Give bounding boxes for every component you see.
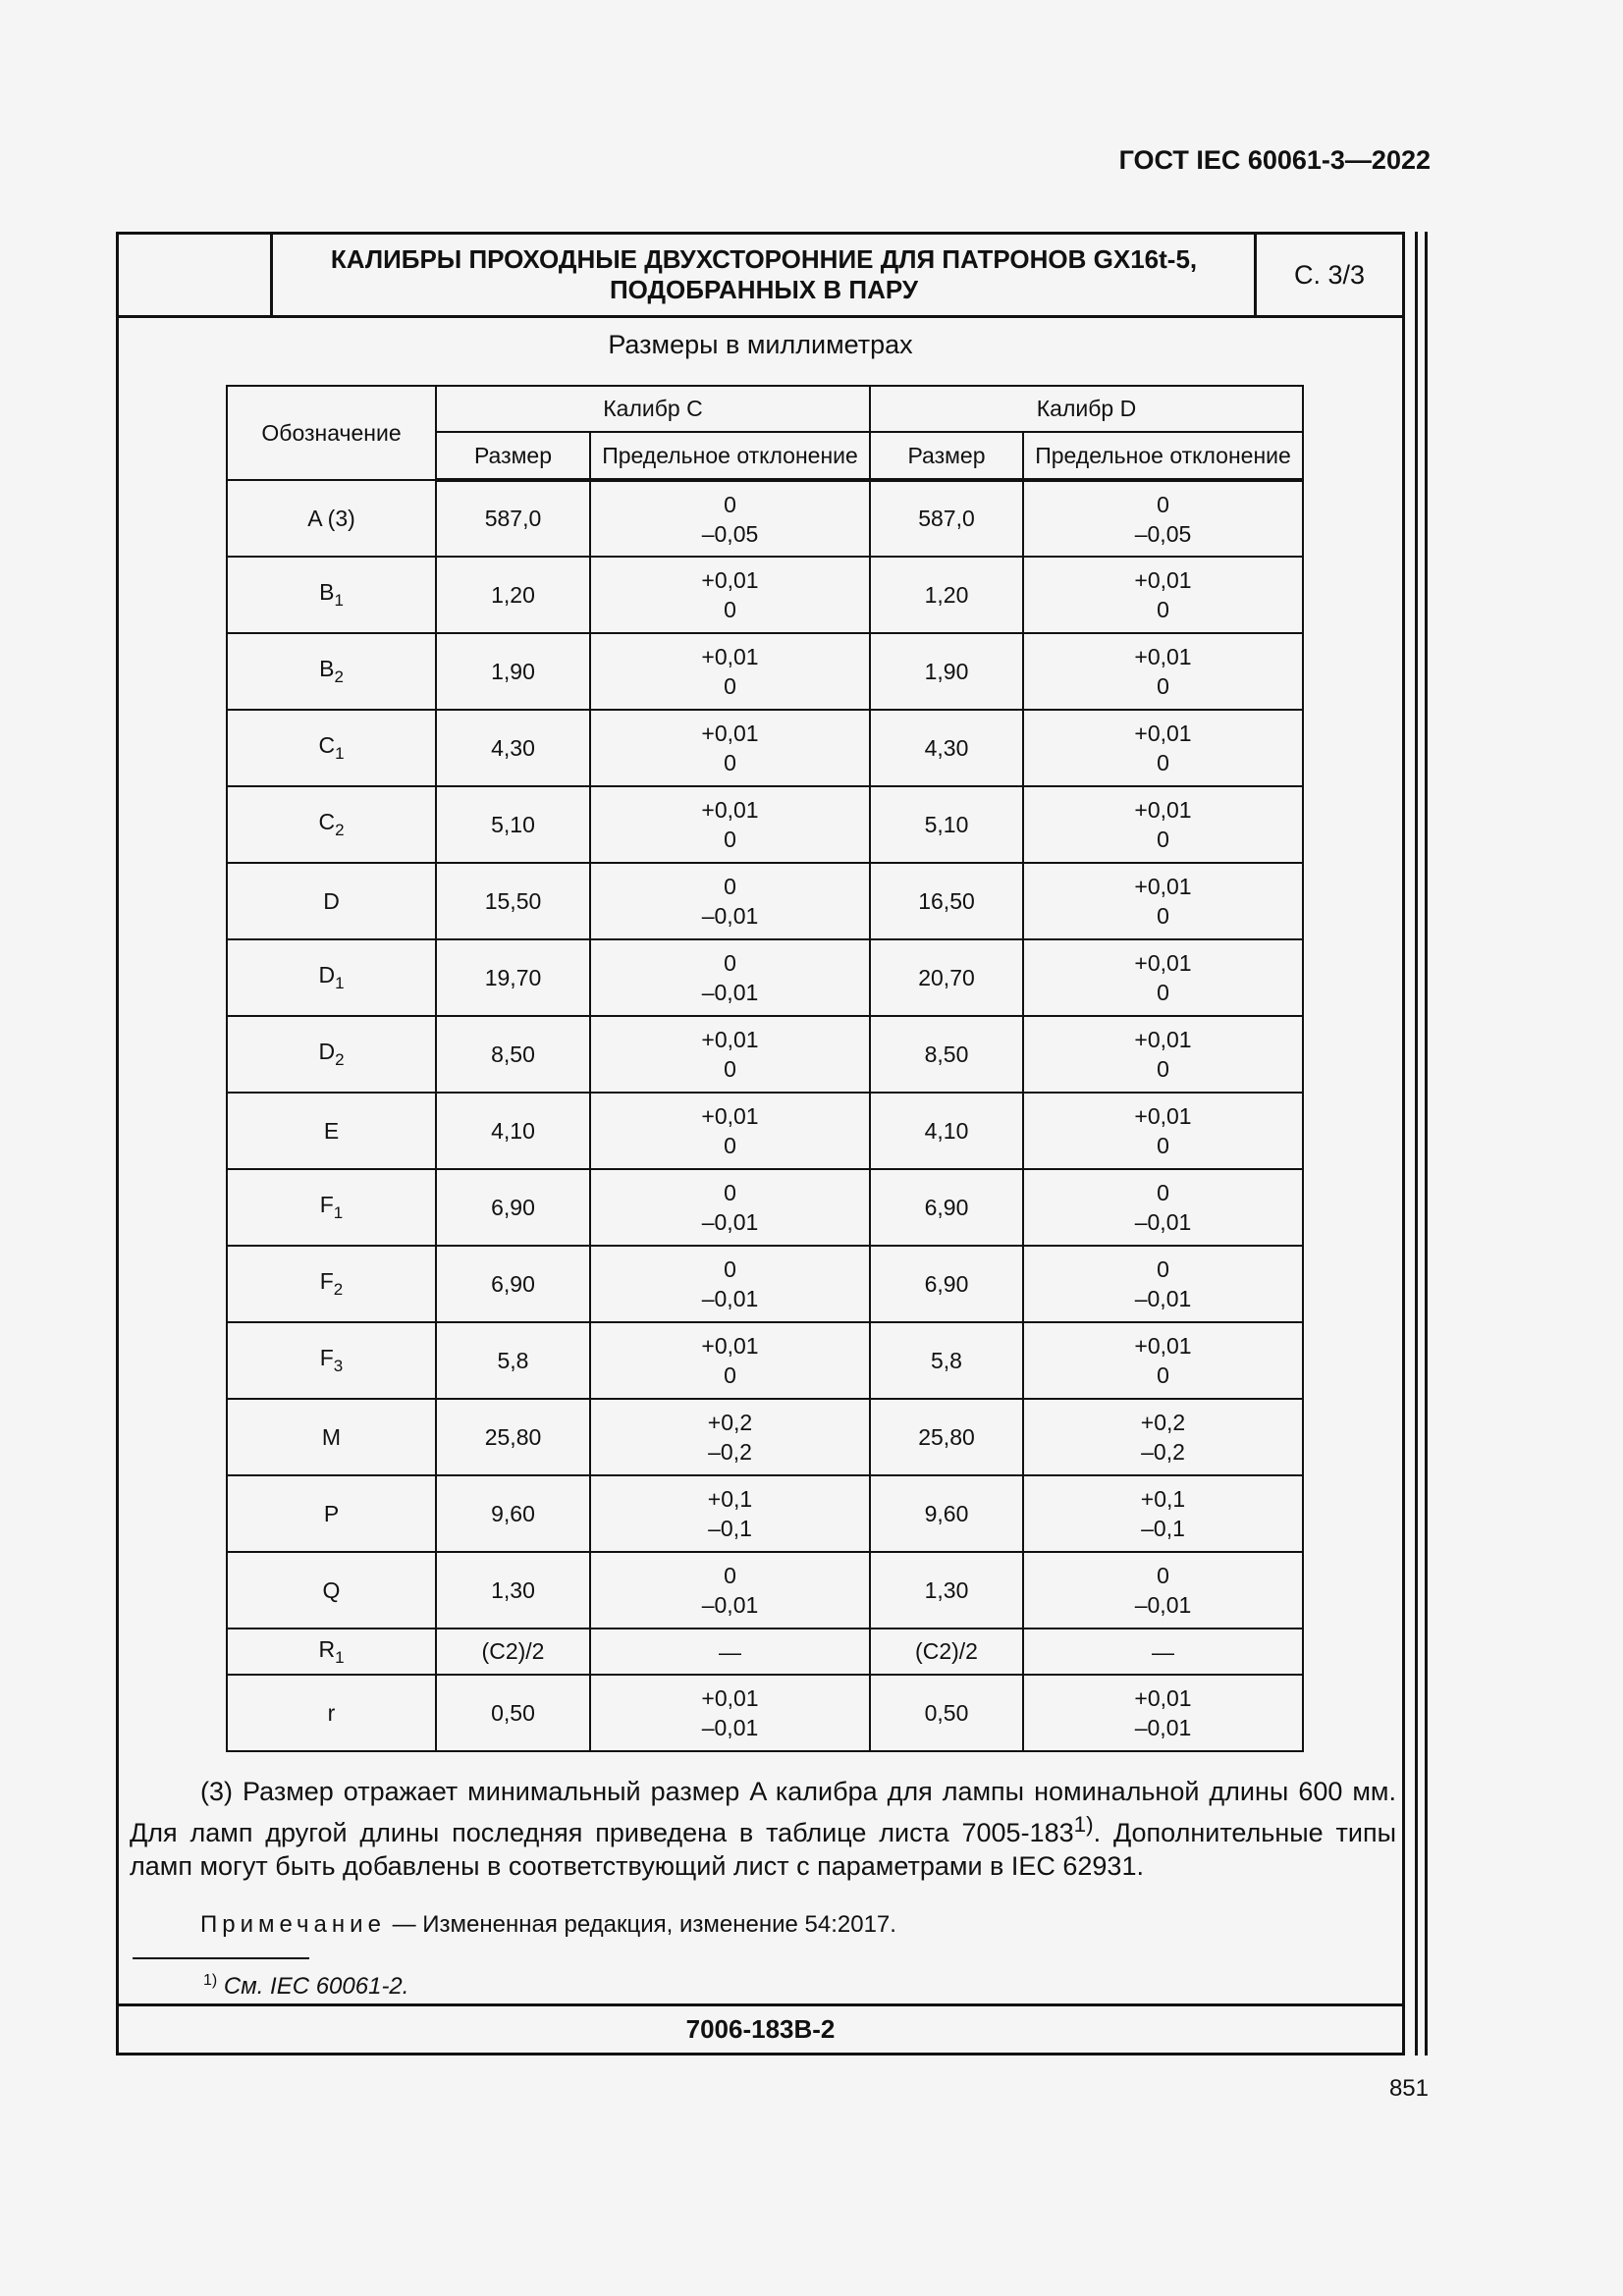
lower-deviation: –0,01 [1134, 1715, 1192, 1740]
d-size-cell: 20,70 [870, 939, 1023, 1016]
upper-deviation: +0,01 [1134, 1103, 1192, 1129]
upper-deviation: +0,01 [1134, 1027, 1192, 1052]
c-size-cell: 6,90 [436, 1246, 590, 1322]
lower-deviation: 0 [724, 827, 736, 852]
d-size-cell: 1,20 [870, 557, 1023, 633]
table-row [227, 1246, 1303, 1322]
table-row [227, 939, 1303, 1016]
c-size-cell: 8,50 [436, 1016, 590, 1093]
note-3-ref: 1) [1073, 1812, 1094, 1837]
c-deviation-cell [590, 939, 870, 1016]
note-3 [130, 1775, 1396, 1883]
lower-deviation: –0,01 [701, 1715, 759, 1740]
d-size-header: Размер [870, 432, 1023, 480]
d-size-cell: 5,8 [870, 1322, 1023, 1399]
designation-letter: F [319, 1268, 334, 1294]
lower-deviation: –0,01 [701, 903, 759, 929]
designation-letter: E [323, 1117, 340, 1144]
c-deviation-cell [590, 863, 870, 939]
upper-deviation: +0,01 [1134, 950, 1192, 976]
c-deviation-cell [590, 557, 870, 633]
d-deviation-cell [1023, 557, 1303, 633]
d-deviation-cell [1023, 1093, 1303, 1169]
lower-deviation: 0 [1157, 1133, 1169, 1158]
d-deviation-cell [1023, 1475, 1303, 1552]
designation-letter: B [319, 579, 335, 605]
table-row [227, 1552, 1303, 1629]
col-designation-header: Обозначение [227, 386, 436, 480]
designation-letter: D [318, 1039, 336, 1064]
designation-cell [227, 1675, 436, 1751]
lower-deviation: –0,01 [701, 1592, 759, 1618]
remark-label: Примечание [200, 1911, 386, 1938]
designation-cell [227, 1169, 436, 1246]
designation-letter: C [318, 732, 336, 758]
lower-deviation: 0 [1157, 1056, 1169, 1082]
upper-deviation: +0,01 [1134, 644, 1192, 669]
designation-letter: A (3) [307, 505, 355, 531]
d-size-cell: 6,90 [870, 1169, 1023, 1246]
d-deviation-cell [1023, 480, 1303, 557]
d-size-cell: 5,10 [870, 786, 1023, 863]
d-size-cell: 8,50 [870, 1016, 1023, 1093]
header-blank-cell [119, 235, 273, 315]
upper-deviation: 0 [724, 1563, 736, 1588]
d-deviation-cell [1023, 710, 1303, 786]
table-row [227, 863, 1303, 939]
designation-subscript: 2 [334, 667, 344, 686]
upper-deviation: +0,01 [1134, 1685, 1192, 1711]
lower-deviation: –0,05 [701, 520, 759, 547]
designation-cell [227, 1246, 436, 1322]
upper-deviation: 0 [724, 874, 736, 899]
lower-deviation: 0 [724, 750, 736, 775]
lower-deviation: –0,05 [1134, 520, 1192, 547]
gauge-d-header: Калибр D [870, 386, 1303, 432]
c-size-cell: 4,30 [436, 710, 590, 786]
table-row [227, 1475, 1303, 1552]
d-deviation-cell [1023, 633, 1303, 710]
table-row [227, 557, 1303, 633]
designation-subscript: 1 [333, 1203, 344, 1222]
c-size-cell: 25,80 [436, 1399, 590, 1475]
c-deviation-cell [590, 786, 870, 863]
lower-deviation: –0,01 [1134, 1209, 1192, 1235]
lower-deviation: 0 [1157, 827, 1169, 852]
designation-subscript: 1 [335, 1647, 345, 1667]
lower-deviation: –0,1 [1141, 1516, 1185, 1541]
designation-letter: F [319, 1192, 334, 1217]
designation-cell [227, 633, 436, 710]
note-3-text: (3) Размер отражает минимальный размер A калибра для лампы номинальной длины 600 мм. Для ламп другой длины последняя приведена в таблице листа 7005-183 [130, 1777, 1396, 1847]
d-size-cell: 587,0 [870, 480, 1023, 557]
sheet-header [119, 235, 1402, 318]
remark [200, 1911, 896, 1939]
lower-deviation: 0 [1157, 673, 1169, 699]
units-note: Размеры в миллиметрах [608, 330, 913, 359]
footnote-mark: 1) [203, 1972, 218, 1989]
sheet-frame [116, 232, 1405, 2056]
designation-subscript: 2 [335, 821, 345, 839]
remark-text: — Измененная редакция, изменение 54:2017. [385, 1911, 896, 1938]
c-deviation-cell [590, 480, 870, 557]
c-size-cell: 6,90 [436, 1169, 590, 1246]
designation-cell [227, 1322, 436, 1399]
d-deviation-cell [1023, 1629, 1303, 1675]
lower-deviation: –0,01 [1134, 1592, 1192, 1618]
footnote-text: См. IEC 60061-2. [217, 1973, 409, 2000]
c-deviation-cell [590, 633, 870, 710]
d-deviation-header: Предельное отклонение [1023, 432, 1303, 480]
designation-cell [227, 1629, 436, 1675]
table-row [227, 1322, 1303, 1399]
lower-deviation: 0 [1157, 1362, 1169, 1388]
c-deviation-cell [590, 1246, 870, 1322]
upper-deviation: +0,01 [701, 1027, 759, 1052]
lower-deviation: 0 [1157, 903, 1169, 929]
c-size-header: Размер [436, 432, 590, 480]
d-deviation-cell [1023, 1675, 1303, 1751]
d-size-cell: 9,60 [870, 1475, 1023, 1552]
sheet-number: С. 3/3 [1254, 235, 1402, 315]
lower-deviation: 0 [724, 597, 736, 622]
designation-cell [227, 1552, 436, 1629]
designation-letter: B [319, 656, 335, 681]
lower-deviation: 0 [724, 1133, 736, 1158]
note-3-tail: . Дополнительные типы ламп могут быть добавлены в соответствующий лист с параметрами в IEC 62931. [130, 1818, 1396, 1881]
d-size-cell: (C2)/2 [870, 1629, 1023, 1675]
table-row [227, 480, 1303, 557]
designation-cell [227, 863, 436, 939]
page-number: 851 [1388, 2075, 1429, 2102]
table-row [227, 1093, 1303, 1169]
lower-deviation: –0,01 [1134, 1286, 1192, 1311]
table-body [227, 480, 1303, 1751]
upper-deviation: +0,01 [701, 1103, 759, 1129]
c-size-cell: 1,90 [436, 633, 590, 710]
upper-deviation: +0,1 [707, 1486, 753, 1512]
c-size-cell: 1,30 [436, 1552, 590, 1629]
lower-deviation: 0 [1157, 597, 1169, 622]
lower-deviation: 0 [1157, 750, 1169, 775]
d-deviation-cell [1023, 1552, 1303, 1629]
upper-deviation: — [719, 1638, 741, 1665]
table-row [227, 633, 1303, 710]
table-row [227, 1675, 1303, 1751]
c-size-cell: 15,50 [436, 863, 590, 939]
designation-letter: D [323, 887, 340, 914]
c-deviation-cell [590, 1016, 870, 1093]
designation-cell [227, 480, 436, 557]
upper-deviation: +0,01 [1134, 1333, 1192, 1359]
designation-letter: D [318, 962, 336, 988]
upper-deviation: +0,1 [1140, 1486, 1186, 1512]
designation-cell [227, 1016, 436, 1093]
c-size-cell: (C2)/2 [436, 1629, 590, 1675]
c-deviation-cell [590, 1169, 870, 1246]
c-deviation-cell [590, 1675, 870, 1751]
c-size-cell: 5,10 [436, 786, 590, 863]
c-size-cell: 5,8 [436, 1322, 590, 1399]
designation-subscript: 2 [333, 1280, 344, 1299]
c-size-cell: 9,60 [436, 1475, 590, 1552]
upper-deviation: +0,01 [701, 567, 759, 593]
c-size-cell: 0,50 [436, 1675, 590, 1751]
lower-deviation: –0,01 [701, 1286, 759, 1311]
table-row [227, 710, 1303, 786]
d-size-cell: 25,80 [870, 1399, 1023, 1475]
upper-deviation: +0,2 [707, 1410, 753, 1435]
c-deviation-cell [590, 1552, 870, 1629]
c-size-cell: 19,70 [436, 939, 590, 1016]
designation-subscript: 1 [335, 974, 345, 992]
d-deviation-cell [1023, 1399, 1303, 1475]
footnote [203, 1972, 408, 2001]
d-deviation-cell [1023, 863, 1303, 939]
designation-cell [227, 939, 436, 1016]
upper-deviation: 0 [1157, 1180, 1169, 1205]
c-size-cell: 1,20 [436, 557, 590, 633]
designation-cell [227, 1399, 436, 1475]
d-size-cell: 16,50 [870, 863, 1023, 939]
upper-deviation: +0,01 [701, 1685, 759, 1711]
designation-letter: P [323, 1500, 340, 1526]
designation-cell [227, 710, 436, 786]
footnote-divider [133, 1957, 309, 1959]
designation-subscript: 3 [333, 1357, 344, 1375]
c-deviation-cell [590, 1399, 870, 1475]
sheet-title: КАЛИБРЫ ПРОХОДНЫЕ ДВУХСТОРОННИЕ ДЛЯ ПАТРОНОВ GX16t-5, ПОДОБРАННЫХ В ПАРУ [330, 244, 1198, 304]
frame-rail-outer [1425, 232, 1428, 2056]
d-deviation-cell [1023, 1169, 1303, 1246]
designation-letter: C [318, 809, 336, 834]
designation-cell [227, 1093, 436, 1169]
designation-letter: r [327, 1699, 336, 1726]
c-deviation-cell [590, 1322, 870, 1399]
upper-deviation: 0 [1157, 1256, 1169, 1282]
d-deviation-cell [1023, 1246, 1303, 1322]
designation-subscript: 1 [335, 744, 345, 763]
d-size-cell: 0,50 [870, 1675, 1023, 1751]
designation-cell [227, 786, 436, 863]
lower-deviation: –0,01 [701, 980, 759, 1005]
c-deviation-cell [590, 1475, 870, 1552]
d-size-cell: 4,10 [870, 1093, 1023, 1169]
d-deviation-cell [1023, 1322, 1303, 1399]
table-row [227, 1169, 1303, 1246]
designation-letter: Q [322, 1576, 341, 1603]
d-size-cell: 1,30 [870, 1552, 1023, 1629]
upper-deviation: +0,2 [1140, 1410, 1186, 1435]
table-row [227, 1399, 1303, 1475]
designation-letter: R [318, 1635, 336, 1662]
upper-deviation: 0 [1157, 1563, 1169, 1588]
upper-deviation: +0,01 [701, 1333, 759, 1359]
table-row [227, 786, 1303, 863]
designation-cell [227, 1475, 436, 1552]
lower-deviation: –0,1 [708, 1516, 752, 1541]
d-size-cell: 4,30 [870, 710, 1023, 786]
designation-letter: F [319, 1345, 334, 1370]
table-row [227, 1016, 1303, 1093]
upper-deviation: +0,01 [1134, 721, 1192, 746]
upper-deviation: +0,01 [701, 797, 759, 823]
upper-deviation: +0,01 [1134, 874, 1192, 899]
upper-deviation: 0 [724, 1180, 736, 1205]
c-deviation-cell [590, 1629, 870, 1675]
designation-subscript: 2 [335, 1050, 345, 1069]
c-deviation-header: Предельное отклонение [590, 432, 870, 480]
lower-deviation: –0,2 [1141, 1439, 1185, 1465]
c-deviation-cell [590, 1093, 870, 1169]
d-deviation-cell [1023, 786, 1303, 863]
dimensions-table [226, 385, 1304, 1752]
gauge-c-header: Калибр C [436, 386, 870, 432]
c-size-cell: 4,10 [436, 1093, 590, 1169]
standard-code: ГОСТ IEC 60061-3—2022 [1118, 145, 1431, 175]
d-deviation-cell [1023, 939, 1303, 1016]
designation-cell [227, 557, 436, 633]
c-size-cell: 587,0 [436, 480, 590, 557]
lower-deviation: 0 [1157, 980, 1169, 1005]
lower-deviation: 0 [724, 1056, 736, 1082]
designation-letter: M [321, 1423, 342, 1450]
sheet-code: 7006-183B-2 [119, 2003, 1402, 2053]
upper-deviation: 0 [724, 1256, 736, 1282]
lower-deviation: 0 [724, 1362, 736, 1388]
upper-deviation: +0,01 [701, 644, 759, 669]
upper-deviation: 0 [724, 950, 736, 976]
upper-deviation: +0,01 [1134, 567, 1192, 593]
upper-deviation: +0,01 [701, 721, 759, 746]
upper-deviation: 0 [1157, 491, 1169, 517]
designation-subscript: 1 [334, 591, 344, 610]
upper-deviation: 0 [724, 491, 736, 517]
c-deviation-cell [590, 710, 870, 786]
d-size-cell: 1,90 [870, 633, 1023, 710]
upper-deviation: — [1152, 1638, 1174, 1665]
d-size-cell: 6,90 [870, 1246, 1023, 1322]
table-row [227, 1629, 1303, 1675]
frame-rail-inner [1415, 232, 1418, 2056]
d-deviation-cell [1023, 1016, 1303, 1093]
lower-deviation: 0 [724, 673, 736, 699]
upper-deviation: +0,01 [1134, 797, 1192, 823]
lower-deviation: –0,01 [701, 1209, 759, 1235]
lower-deviation: –0,2 [708, 1439, 752, 1465]
